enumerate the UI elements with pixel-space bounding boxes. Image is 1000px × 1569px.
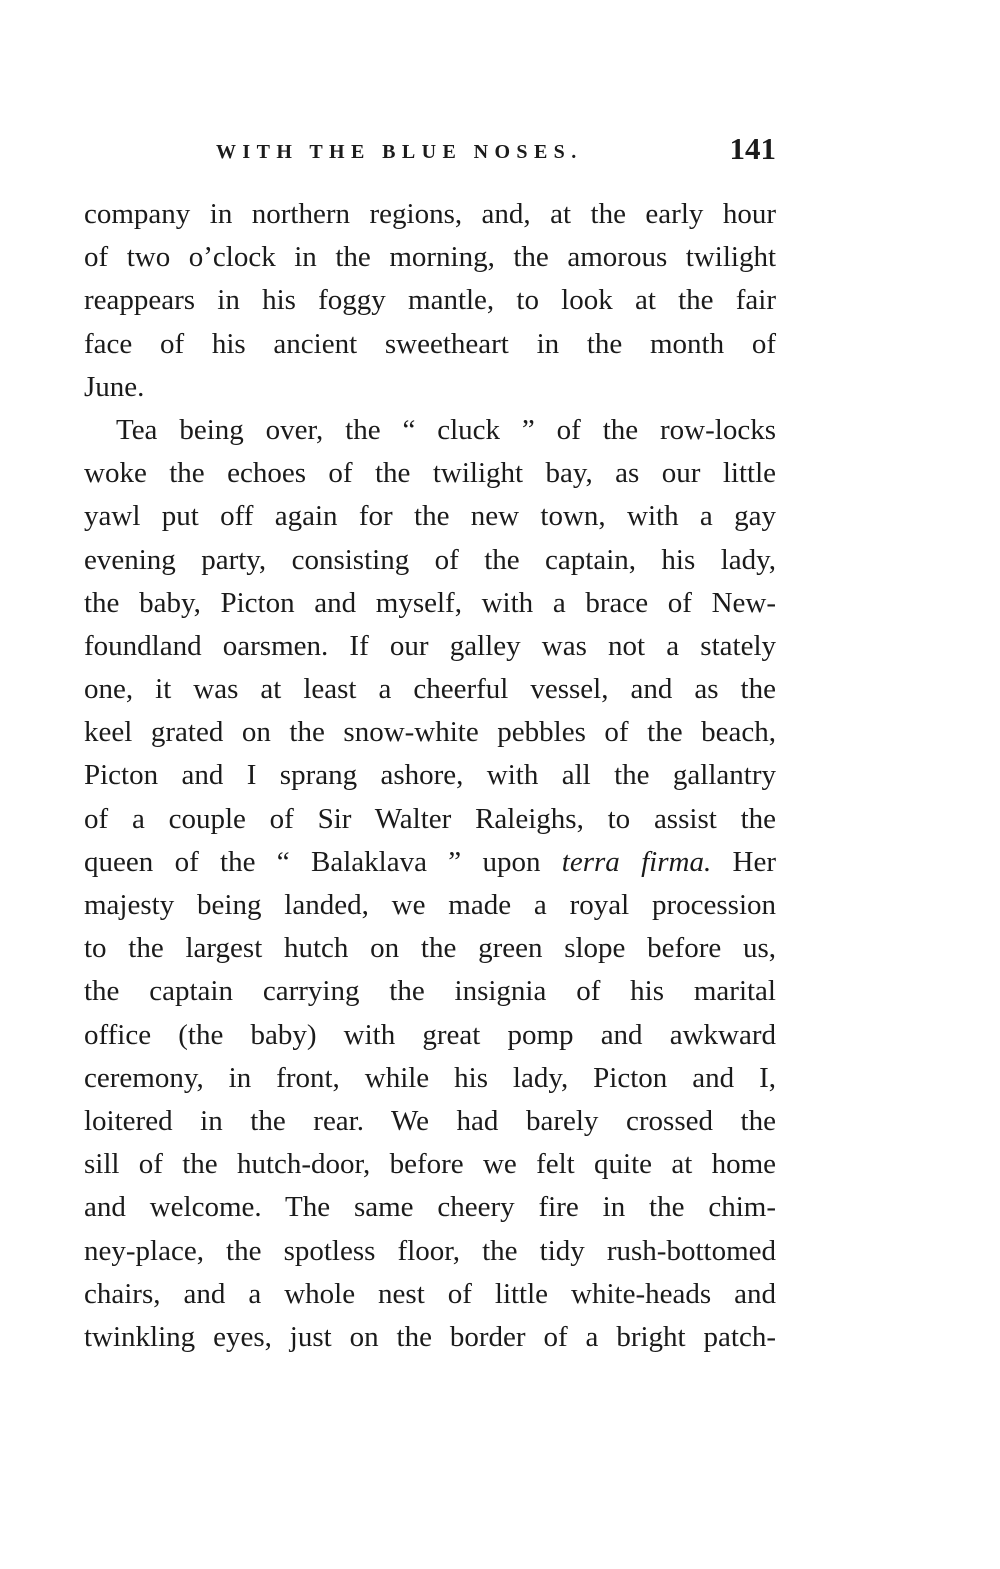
italic-phrase: terra firma.: [561, 845, 712, 878]
text-line: chairs, and a whole nest of little white-heads and: [84, 1277, 776, 1310]
text-line: keel grated on the snow-white pebbles of the beach,: [84, 716, 776, 749]
text-line: to the largest hutch on the green slope before us,: [84, 932, 776, 965]
text-line: one, it was at least a cheerful vessel, and as the: [84, 673, 776, 706]
text-line: the baby, Picton and myself, with a brace of New-: [84, 586, 776, 619]
body-text: [84, 193, 776, 1359]
text-line: and welcome. The same cheery fire in the chim-: [84, 1191, 776, 1224]
text-run: Her: [711, 845, 776, 878]
text-line: reappears in his foggy mantle, to look at the fair: [84, 284, 776, 317]
text-line: majesty being landed, we made a royal procession: [84, 889, 776, 921]
text-line: face of his ancient sweetheart in the month of: [84, 327, 776, 360]
text-line: company in northern regions, and, at the early hour: [84, 198, 776, 230]
text-line: ney-place, the spotless floor, the tidy rush-bottomed: [84, 1234, 776, 1267]
text-line: the captain carrying the insignia of his marital: [84, 975, 776, 1008]
text-line: evening party, consisting of the captain, his lady,: [84, 543, 776, 576]
text-line: foundland oarsmen. If our galley was not a stately: [84, 629, 776, 662]
text-line: woke the echoes of the twilight bay, as our little: [84, 457, 776, 490]
text-line: loitered in the rear. We had barely crossed the: [84, 1104, 776, 1137]
text-line: Picton and I sprang ashore, with all the gallantry: [84, 759, 776, 792]
text-line: June.: [84, 370, 145, 403]
text-line: ceremony, in front, while his lady, Picton and I,: [84, 1061, 776, 1094]
running-title: WITH THE BLUE NOSES.: [216, 141, 583, 163]
text-line: sill of the hutch-door, before we felt quite at home: [84, 1148, 776, 1181]
text-line: yawl put off again for the new town, with a gay: [84, 500, 776, 533]
text-run: queen of the “ Balaklava ” upon: [84, 845, 562, 878]
page-number: 141: [729, 131, 776, 166]
text-line-with-italic: [84, 841, 776, 884]
text-line: office (the baby) with great pomp and awkward: [84, 1018, 776, 1051]
running-head: [84, 131, 776, 171]
text-line: twinkling eyes, just on the border of a bright patch-: [84, 1320, 776, 1353]
text-line: of two o’clock in the morning, the amorous twilight: [84, 241, 776, 274]
text-line: Tea being over, the “ cluck ” of the row-locks: [116, 413, 776, 446]
text-line: of a couple of Sir Walter Raleighs, to assist the: [84, 802, 776, 835]
